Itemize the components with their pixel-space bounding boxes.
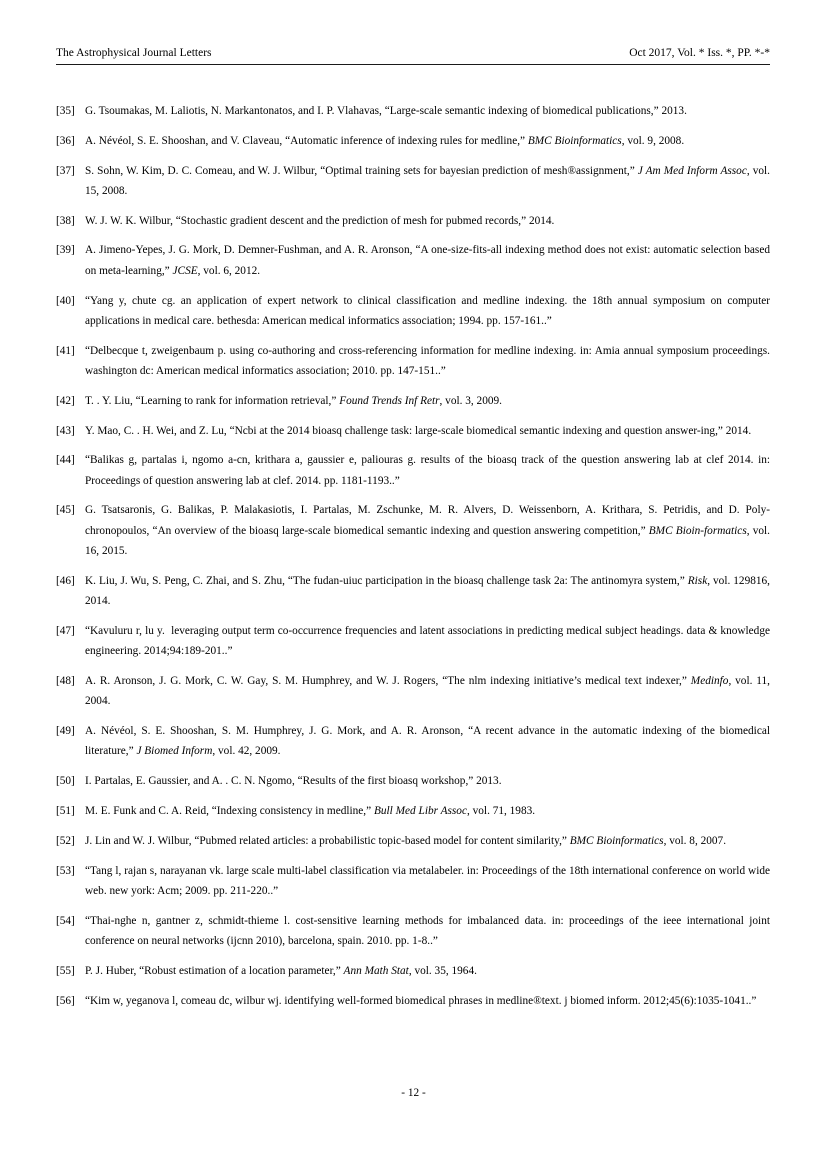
reference-text: T. . Y. Liu, “Learning to rank for information retrieval,” Found Trends Inf Retr, vol. 3, 2009. [85,394,502,407]
reference-number: [35] [56,105,75,117]
reference-number: [38] [56,214,75,227]
reference-entry [56,291,770,332]
reference-entry [56,991,770,1011]
reference-number: [47] [56,624,75,637]
reference-entry [56,861,770,902]
reference-entry [56,211,770,231]
reference-text: “Delbecque t, zweigenbaum p. using co-authoring and cross-referencing information for medline indexing. in: Amia annual symposium proceedings. washington dc: American medical informatics association; 2010. pp. 147-151..” [85,344,770,377]
reference-number: [43] [56,424,75,437]
reference-text: G. Tsoumakas, M. Laliotis, N. Markantonatos, and I. P. Vlahavas, “Large-scale semantic indexing of biomedical publications,” 2013. [85,105,687,117]
reference-number: [53] [56,864,75,877]
reference-number: [48] [56,675,75,688]
reference-text: “Thai-nghe n, gantner z, schmidt-thieme l. cost-sensitive learning methods for imbalanced data. in: proceedings of the ieee international joint conference on neural networks (ijcnn 2010), barcelona, spain. 2010. pp. 1-8..” [85,914,770,947]
reference-entry [56,571,770,612]
reference-text: “Kim w, yeganova l, comeau dc, wilbur wj. identifying well-formed biomedical phrases in medline®text. j biomed inform. 2012;45(6):1035-1041..” [85,994,757,1007]
reference-entry [56,771,770,791]
reference-text: A. Névéol, S. E. Shooshan, and V. Claveau, “Automatic inference of indexing rules for medline,” BMC Bioinformatics, vol. 9, 2008. [85,134,685,147]
reference-entry [56,671,770,712]
reference-number: [52] [56,834,75,847]
reference-entry [56,621,770,662]
reference-entry [56,721,770,762]
reference-number: [49] [56,725,75,738]
reference-text: A. R. Aronson, J. G. Mork, C. W. Gay, S. M. Humphrey, and W. J. Rogers, “The nlm indexing initiative’s medical text indexer,” Medinfo, vol. 11, 2004. [85,675,771,708]
page-number: - 12 - [401,1087,426,1099]
reference-text: M. E. Funk and C. A. Reid, “Indexing consistency in medline,” Bull Med Libr Assoc, vol. 71, 1983. [85,805,536,818]
running-head [56,46,770,65]
reference-text: “Kavuluru r, lu y. leveraging output term co-occurrence frequencies and latent associations in predicting medical subject headings. data & knowledge engineering. 2014;94:189-201..” [85,624,770,658]
reference-entry [56,450,770,491]
reference-number: [55] [56,964,75,977]
issue-info: Oct 2017, Vol. * Iss. *, PP. *-* [629,47,770,59]
reference-entry [56,831,770,851]
reference-entry [56,391,770,411]
reference-number: [44] [56,454,75,467]
reference-entry [56,131,770,151]
reference-text: S. Sohn, W. Kim, D. C. Comeau, and W. J. Wilbur, “Optimal training sets for bayesian prediction of mesh®assignment,” J Am Med Inform Assoc, vol. 15, 2008. [85,164,770,197]
reference-text: J. Lin and W. J. Wilbur, “Pubmed related articles: a probabilistic topic-based model for content similarity,” BMC Bioinformatics, vol. 8, 2007. [85,834,727,847]
reference-entry [56,421,770,441]
reference-text: A. Jimeno-Yepes, J. G. Mork, D. Demner-Fushman, and A. R. Aronson, “A one-size-fits-all indexing method does not exist: automatic selection based on meta-learning,” JCSE, vol. 6, 2012. [85,244,770,277]
reference-text: P. J. Huber, “Robust estimation of a location parameter,” Ann Math Stat, vol. 35, 1964. [85,964,477,977]
reference-number: [46] [56,574,75,587]
reference-text: A. Névéol, S. E. Shooshan, S. M. Humphrey, J. G. Mork, and A. R. Aronson, “A recent advance in the automatic indexing of the biomedical literature,” J Biomed Inform, vol. 42, 2009. [85,725,770,758]
reference-number: [40] [56,294,75,307]
reference-text: “Yang y, chute cg. an application of expert network to clinical classification and medline indexing. the 18th annual symposium on computer applications in medical care. bethesda: American medical informatics association; 1994. pp. 157-161..” [85,294,770,327]
reference-list [56,101,770,1020]
reference-number: [56] [56,994,75,1007]
reference-text: “Tang l, rajan s, narayanan vk. large scale multi-label classification via metalabeler. in: Proceedings of the 18th international conference on world wide web. new york: Acm; 2009. pp. 211-220..” [85,864,770,897]
reference-text: G. Tsatsaronis, G. Balikas, P. Malakasiotis, I. Partalas, M. Zschunke, M. R. Alvers, D. Weissenborn, A. Krithara, S. Petridis, and D. Poly-chronopoulos, “An overview of the bioasq large-scale biomedical semantic indexing and question answering competition,” BMC Bioin-formatics, vol. 16, 2015. [85,504,770,558]
reference-text: Y. Mao, C. . H. Wei, and Z. Lu, “Ncbi at the 2014 bioasq challenge task: large-scale biomedical semantic indexing and question answer-ing,” 2014. [85,424,752,437]
reference-number: [37] [56,164,75,177]
reference-text: W. J. W. K. Wilbur, “Stochastic gradient descent and the prediction of mesh for pubmed records,” 2014. [85,214,555,227]
reference-number: [50] [56,775,75,788]
reference-text: I. Partalas, E. Gaussier, and A. . C. N. Ngomo, “Results of the first bioasq workshop,” 2013. [85,775,502,788]
reference-number: [45] [56,504,75,517]
reference-entry [56,101,770,121]
journal-title: The Astrophysical Journal Letters [56,47,212,59]
reference-number: [54] [56,914,75,927]
reference-entry [56,341,770,382]
reference-entry [56,911,770,952]
reference-text: “Balikas g, partalas i, ngomo a-cn, krithara a, gaussier e, paliouras g. results of the bioasq track of the question answering lab at clef 2014. in: Proceedings of question answering lab at clef. 2014. pp. 1181-1193..” [85,454,770,487]
reference-entry [56,161,770,202]
reference-number: [36] [56,134,75,147]
reference-entry [56,961,770,981]
reference-entry [56,240,770,281]
reference-entry [56,801,770,821]
reference-number: [42] [56,394,75,407]
reference-number: [51] [56,805,75,818]
reference-number: [41] [56,344,75,357]
reference-text: K. Liu, J. Wu, S. Peng, C. Zhai, and S. Zhu, “The fudan-uiuc participation in the bioasq challenge task 2a: The antinomyra system,” Risk, vol. 129816, 2014. [85,574,770,608]
reference-number: [39] [56,244,75,257]
reference-entry [56,500,770,561]
